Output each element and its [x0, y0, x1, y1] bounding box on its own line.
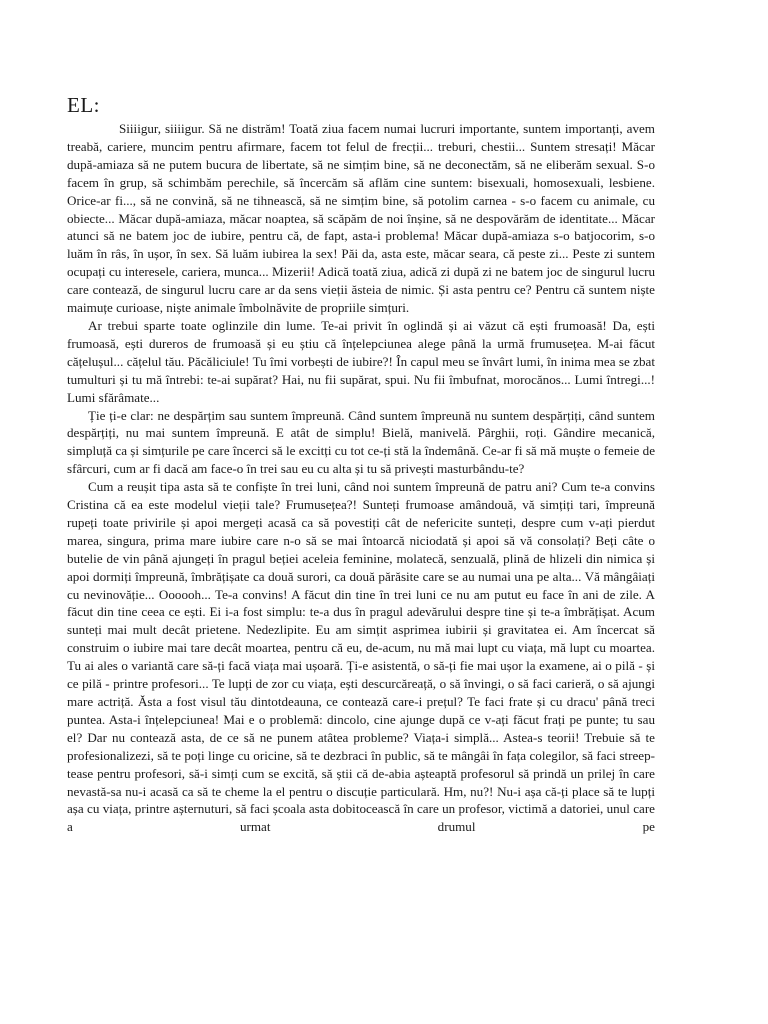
speaker-heading: EL:: [67, 93, 100, 117]
body-text: [67, 120, 655, 836]
paragraph-3: Ție ți-e clar: ne despărțim sau suntem împreună. Când suntem împreună nu suntem despărțiți, când suntem despărțiți, nu mai suntem împreună. E atât de simplu! Bielă, manivelă. Pârghii, roți. Gândire mecanică, simpluță ca și simțurile pe care încerci să le excitți cu tot ce-ți stă la îndemână. Ce-ar fi să mă muște o femeie de sfârcuri, cum ar fi dacă am face-o în trei sau eu cu alta și tu să privești masturbându-te?: [67, 407, 655, 477]
paragraph-4: Cum a reușit tipa asta să te confiște în trei luni, când noi suntem împreună de patru ani? Cum te-a convins Cristina că ea este modelul vieții tale? Frumusețea?! Sunteți frumoase amândouă, vă simțiți tari, împreună rupeți toate privirile și apoi mergeți acasă ca să povestiți cât de nefericite sunteți, despre cum v-ați pierdut marea, singura, prima mare iubire care n-o să se mai întoarcă niciodată și apoi să vă consolați? Beți câte o butelie de vin până ajungeți în pragul beției aceleia feminine, molatecă, senzuală, plină de hlizeli din nimica și apoi dormiți împreună, îmbrățișate ca două surori, ca două părăsite care se au numai una pe alta... Vă mângâiați cu nevinovăție... Oooooh... Te-a convins! A făcut din tine în trei luni ce nu am putut eu face în ani de zile. A făcut din tine ceea ce ești. Ei i-a fost simplu: te-a dus în pragul adevărului despre tine și te-a îmbrățișat. Acum sunteți mai mult decât prietene. Nedezlipite. Eu am simțit asprimea iubirii și gravitatea ei. Am încercat să construim o iubire mai tare decât moartea, pentru că eu, de-acum, nu mă mai lupt cu viața, mă lupt cu moartea. Tu ai ales o variantă care să-ți facă viața mai ușoară. Ți-e asistentă, o să-ți fie mai ușor la examene, ai o pilă - și ce pilă - printre profesori... Te lupți de zor cu viața, ești descurcăreață, o să învingi, o să faci carieră, o să ajungi mare actriță. Ăsta a fost visul tău dintotdeauna, ce contează care-i prețul? Te faci frate și cu dracu' până treci puntea. Asta-i înțelepciunea! Mai e o problemă: dincolo, cine ajunge după ce v-ați făcut frați pe punte; tu sau el? Dar nu contează asta, de ce să ne punem atâtea probleme? Viața-i simplă... Astea-s teorii! Trebuie să te profesionalizezi, să te poți linge cu oricine, să te dezbraci în public, să te mângâi în fața colegilor, să faci streep-tease pentru profesori, să-i simți cum se excită, să știi că de-abia așteaptă profesorul să prindă un prilej în care nevastă-sa nu-i acasă ca să te cheme la el pentru o discuție particulară. Hm, nu?! Nu-i așa că-ți place să te lupți așa cu viața, printre așternuturi, să faci școala asta dobitocească în care un profesor, victimă a datoriei, unul care a urmat drumul pe: [67, 479, 655, 835]
paragraph-2: Ar trebui sparte toate oglinzile din lume. Te-ai privit în oglindă și ai văzut că ești frumoasă! Da, ești frumoasă, ești dureros de frumoasă și eu știu că înțelepciunea alege până la urmă frumusețea. M-ai făcut cățelușul... cățelul tău. Păcăliciule! Tu îmi vorbești de iubire?! În capul meu se învârt lumi, în inima mea se zbat tumulturi și tu mă întrebi: te-ai supărat? Hai, nu fii supărat, spui. Nu fii îmbufnat, morocănos... Lumi întregi...! Lumi sfărâmate...: [67, 317, 655, 405]
paragraph-1: Siiiigur, siiiigur. Să ne distrăm! Toată ziua facem numai lucruri importante, suntem importanți, avem treabă, cariere, muncim pentru afirmare, facem tot felul de frecții... treburi, chestii... Suntem stresați! Măcar după-amiaza să ne putem bucura de libertate, să ne simțim bine, să ne deconectăm, să ne eliberăm sexual. S-o facem în grup, să schimbăm perechile, să încercăm să aflăm cine suntem: bisexuali, homosexuali, lesbiene. Orice-ar fi..., să ne convină, să ne tihnească, să ne simțim bine, să potolim carnea - s-o facem cu animale, cu obiecte... Măcar după-amiaza, măcar noaptea, să scăpăm de noi înșine, să ne despovărăm de identitate... Măcar atunci să ne batem joc de iubire, pentru că, de fapt, asta-i problema! Măcar după-amiaza s-o batjocorim, s-o luăm în râs, în ușor, în sex. Să luăm iubirea la sex! Păi da, asta este, măcar seara, că peste zi... Peste zi suntem ocupați cu interesele, cariera, munca... Mizerii! Adică toată ziua, adică zi după zi ne batem joc de singurul lucru care contează, de singurul lucru care ar da sens vieții ăsteia de nimic. Și asta pentru ce? Pentru că suntem niște maimuțe curioase, niște animale îmbolnăvite de propriile simțuri.: [67, 121, 655, 316]
